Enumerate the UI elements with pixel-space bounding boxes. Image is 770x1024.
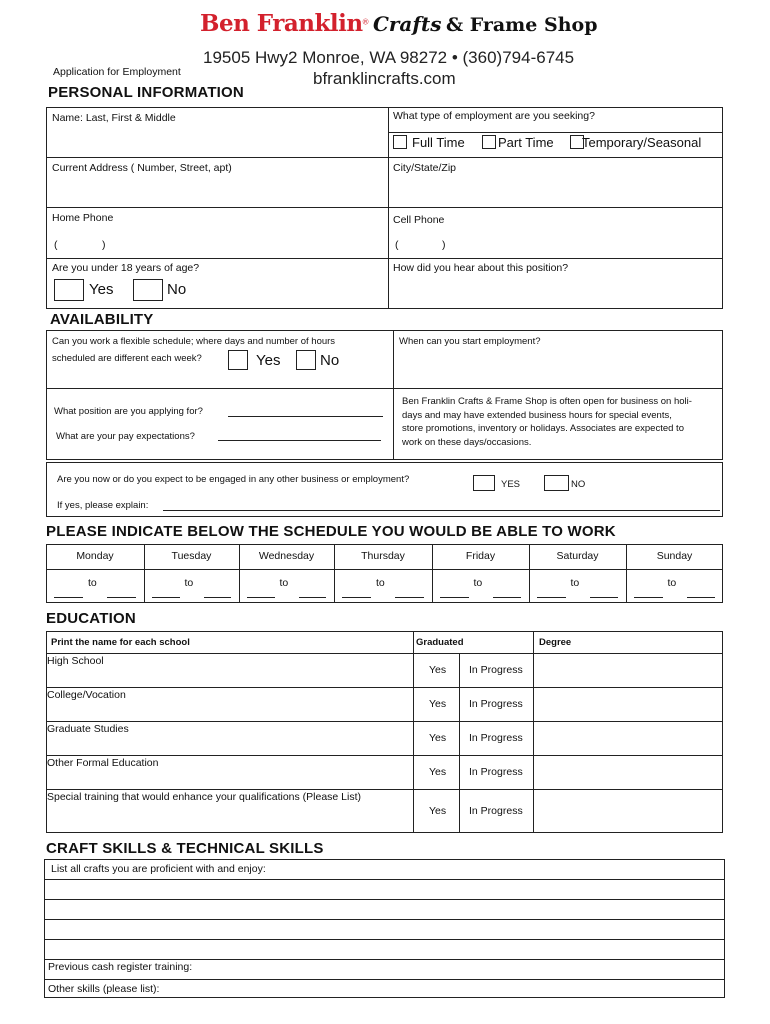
schedule-end-line[interactable] <box>299 597 327 598</box>
flex-yes-label: Yes <box>256 352 281 369</box>
flex-yes-checkbox[interactable] <box>228 350 248 370</box>
education-col-graduated: Graduated <box>416 637 464 648</box>
position-input-line[interactable] <box>228 416 383 417</box>
full-time-checkbox[interactable] <box>393 135 407 149</box>
education-in-progress-option[interactable]: In Progress <box>469 732 523 744</box>
store-website[interactable]: bfranklincrafts.com <box>313 69 456 88</box>
section-heading-education: EDUCATION <box>46 610 136 627</box>
other-business-yes-label: YES <box>501 479 521 490</box>
home-phone-paren-open: ( <box>54 239 58 251</box>
schedule-start-line[interactable] <box>247 597 275 598</box>
schedule-start-line[interactable] <box>634 597 663 598</box>
city-label[interactable]: City/State/Zip <box>393 162 457 174</box>
schedule-to-label: to <box>376 577 385 589</box>
hear-about-label[interactable]: How did you hear about this position? <box>393 262 569 274</box>
schedule-to-label: to <box>279 577 289 589</box>
education-yes-option[interactable]: Yes <box>429 766 447 778</box>
under-18-yes-label: Yes <box>89 281 114 298</box>
schedule-to-label: to <box>570 577 580 589</box>
education-row-label[interactable]: College/Vocation <box>47 689 126 701</box>
brand-frame-shop: & Frame Shop <box>445 14 598 36</box>
form-title: Application for Employment <box>53 66 181 78</box>
education-yes-option[interactable]: Yes <box>429 732 447 744</box>
cell-phone-paren-close: ) <box>442 239 446 251</box>
under-18-yes-checkbox[interactable] <box>54 279 84 301</box>
other-business-yes-checkbox[interactable] <box>473 475 495 491</box>
schedule-start-line[interactable] <box>152 597 180 598</box>
schedule-day-thursday: Thursday <box>361 550 405 562</box>
schedule-end-line[interactable] <box>687 597 716 598</box>
crafts-label[interactable]: List all crafts you are proficient with and enjoy: <box>51 863 266 875</box>
education-row-label[interactable]: Graduate Studies <box>47 723 129 735</box>
temporary-label: Temporary/Seasonal <box>582 135 702 150</box>
name-label[interactable]: Name: Last, First & Middle <box>52 112 176 124</box>
registered-mark: ® <box>362 17 369 27</box>
store-address: 19505 Hwy2 Monroe, WA 98272 • (360)794-6745 <box>203 48 575 67</box>
cell-phone-paren-open: ( <box>395 239 399 251</box>
education-row-label[interactable]: Special training that would enhance your qualifications (Please List) <box>47 791 362 803</box>
flex-schedule-label-1: Can you work a flexible schedule; where days and number of hours <box>52 336 336 347</box>
education-yes-option[interactable]: Yes <box>429 664 447 676</box>
schedule-end-line[interactable] <box>590 597 619 598</box>
flex-no-label: No <box>320 352 340 369</box>
under-18-no-label: No <box>167 281 187 298</box>
schedule-to-label: to <box>88 577 97 589</box>
other-business-no-checkbox[interactable] <box>544 475 569 491</box>
home-phone-paren-close: ) <box>102 239 106 251</box>
schedule-end-line[interactable] <box>395 597 424 598</box>
home-phone-label[interactable]: Home Phone <box>52 212 114 224</box>
schedule-start-line[interactable] <box>440 597 469 598</box>
schedule-start-line[interactable] <box>537 597 566 598</box>
education-col-degree: Degree <box>539 637 572 648</box>
education-col-school: Print the name for each school <box>51 637 190 648</box>
schedule-day-sunday: Sunday <box>656 550 693 562</box>
address-label[interactable]: Current Address ( Number, Street, apt) <box>52 162 232 174</box>
schedule-day-wednesday: Wednesday <box>258 550 315 562</box>
position-label: What position are you applying for? <box>54 406 203 417</box>
explain-label: If yes, please explain: <box>57 500 149 511</box>
under-18-label: Are you under 18 years of age? <box>52 262 200 274</box>
schedule-to-label: to <box>667 577 677 589</box>
education-in-progress-option[interactable]: In Progress <box>469 805 523 817</box>
brand-crafts-script: Crafts <box>372 12 442 36</box>
brand-logo <box>200 10 597 37</box>
schedule-to-label: to <box>184 577 194 589</box>
part-time-checkbox[interactable] <box>482 135 496 149</box>
education-in-progress-option[interactable]: In Progress <box>469 698 523 710</box>
part-time-label: Part Time <box>498 135 554 150</box>
other-business-no-label: NO <box>571 479 586 490</box>
schedule-to-label: to <box>473 577 483 589</box>
schedule-end-line[interactable] <box>204 597 232 598</box>
schedule-end-line[interactable] <box>493 597 522 598</box>
full-time-label: Full Time <box>412 135 465 150</box>
cash-register-label[interactable]: Previous cash register training: <box>48 961 193 973</box>
pay-input-line[interactable] <box>218 440 381 441</box>
flex-schedule-label-2: scheduled are different each week? <box>52 353 202 364</box>
schedule-start-line[interactable] <box>54 597 83 598</box>
education-row-label[interactable]: High School <box>47 655 104 667</box>
holiday-notice: Ben Franklin Crafts & Frame Shop is often open for business on holi- days and may have extended business hours for special events, store promotions, inventory or holidays. Associates are expected to work on these days/occasions. <box>402 396 692 448</box>
education-in-progress-option[interactable]: In Progress <box>469 664 523 676</box>
section-heading-personal: PERSONAL INFORMATION <box>48 84 244 101</box>
section-heading-skills: CRAFT SKILLS & TECHNICAL SKILLS <box>46 840 324 857</box>
education-yes-option[interactable]: Yes <box>429 698 447 710</box>
schedule-end-line[interactable] <box>107 597 136 598</box>
start-date-label[interactable]: When can you start employment? <box>399 336 541 347</box>
employment-type-label: What type of employment are you seeking? <box>393 110 595 122</box>
schedule-day-friday: Friday <box>465 550 496 562</box>
schedule-start-line[interactable] <box>342 597 371 598</box>
section-heading-availability: AVAILABILITY <box>50 311 154 328</box>
education-yes-option[interactable]: Yes <box>429 805 447 817</box>
schedule-day-monday: Monday <box>76 550 114 562</box>
other-skills-label[interactable]: Other skills (please list): <box>48 983 160 995</box>
schedule-day-tuesday: Tuesday <box>171 550 212 562</box>
flex-no-checkbox[interactable] <box>296 350 316 370</box>
other-business-label: Are you now or do you expect to be engaged in any other business or employment? <box>57 474 410 485</box>
cell-phone-label[interactable]: Cell Phone <box>393 214 445 226</box>
education-in-progress-option[interactable]: In Progress <box>469 766 523 778</box>
schedule-day-saturday: Saturday <box>556 550 599 562</box>
pay-label: What are your pay expectations? <box>56 431 195 442</box>
brand-name-red: Ben Franklin <box>200 10 363 37</box>
education-row-label[interactable]: Other Formal Education <box>47 757 159 769</box>
under-18-no-checkbox[interactable] <box>133 279 163 301</box>
section-heading-schedule: PLEASE INDICATE BELOW THE SCHEDULE YOU WOULD BE ABLE TO WORK <box>46 523 616 540</box>
explain-input-line[interactable] <box>163 510 720 511</box>
